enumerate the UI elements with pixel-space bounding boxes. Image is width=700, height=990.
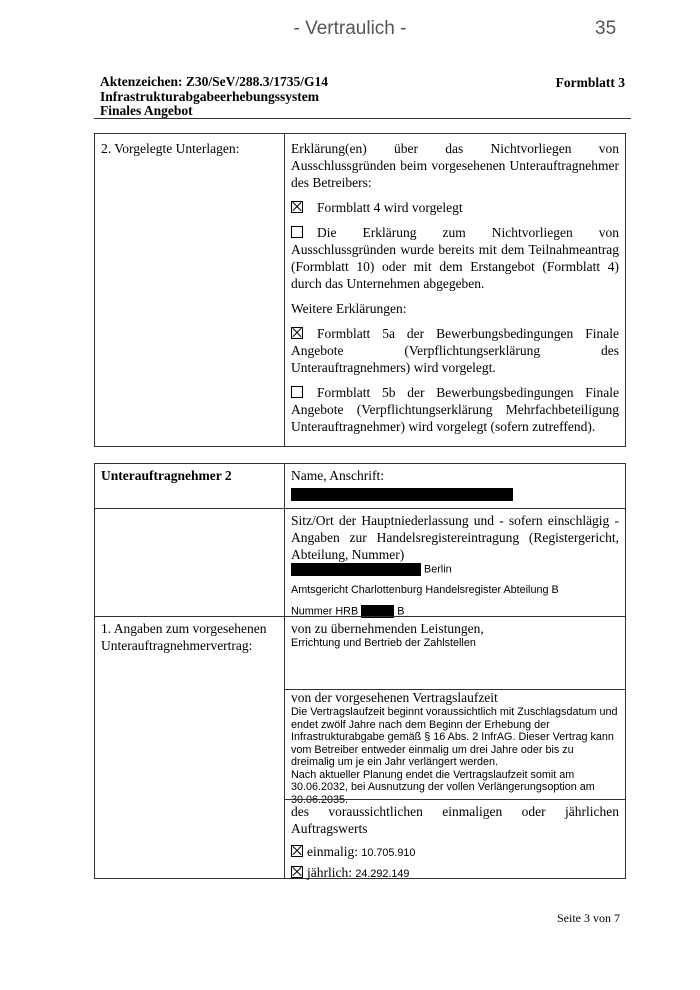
option-already-submitted — [291, 224, 619, 292]
page-footer: Seite 3 von 7 — [557, 911, 620, 925]
city: Berlin — [424, 563, 452, 576]
checkbox-checked-icon[interactable] — [291, 866, 303, 878]
hrb-suffix: B — [397, 604, 405, 617]
services-label: von zu übernehmenden Leistungen, — [291, 621, 484, 636]
once-value: 10.705.910 — [361, 847, 416, 859]
option-text: Die Erklärung zum Nichtvorliegen von Ausschlussgründen wurde bereits mit dem Teilnahmeantrag (Formblatt 10) oder mit dem Erstangebot (Formblatt 4) durch das Unternehmen abgegeben. — [291, 225, 619, 291]
empty-cell — [95, 508, 284, 616]
checkbox-checked-icon[interactable] — [291, 845, 303, 857]
services-cell — [284, 616, 625, 689]
documents-table — [94, 133, 626, 447]
further-label: Weitere Erklärungen: — [291, 301, 407, 316]
yearly-label: jährlich: — [307, 865, 352, 880]
stage-name: Finales Angebot — [100, 103, 193, 118]
checkbox-checked-icon[interactable] — [291, 201, 303, 213]
reference-number: Aktenzeichen: Z30/SeV/288.3/1735/G14 — [100, 74, 328, 89]
value-label: des voraussichtlichen einmaligen oder jährlichen Auftragswerts — [291, 804, 619, 836]
checkbox-unchecked-icon[interactable] — [291, 386, 303, 398]
seat-label: Sitz/Ort der Hauptniederlassung und - sofern einschlägig - Angaben zur Handelsregistereintragung (Registergericht, Abteilung, Nummer) — [291, 513, 619, 562]
yearly-value: 24.292.149 — [355, 868, 410, 880]
redacted-name — [291, 488, 513, 501]
redacted-address — [291, 563, 421, 576]
option-text: Formblatt 4 wird vorgelegt — [317, 200, 463, 215]
value-cell — [284, 799, 625, 878]
term-cell — [284, 689, 625, 806]
term-value-2: Nach aktueller Planung endet die Vertragslaufzeit somit am 30.06.2032, bei Ausnutzung der vollen Verlängerungsoption am 30.06.2035. — [291, 768, 595, 806]
contract-label: 1. Angaben zum vorgesehenen Unterauftragnehmervertrag: — [101, 621, 267, 653]
checkbox-unchecked-icon[interactable] — [291, 226, 303, 238]
option-text: Formblatt 5b der Bewerbungsbedingungen Finale Angebote (Verpflichtungserklärung Mehrfachbeteiligung Unterauftragnehmer) wird vorgelegt (sofern zutreffend). — [291, 385, 619, 434]
document-header — [100, 75, 328, 119]
term-value: Die Vertragslaufzeit beginnt voraussichtlich mit Zuschlagsdatum und endet zwölf Jahre nach dem Beginn der Erhebung der Infrastrukturabgabe gemäß § 16 Abs. 2 InfrAG. Dieser Vertrag kann vom Betreiber entweder einmalig um drei Jahre oder bis zu dreimalig um je ein Jahr verlängert werden. — [291, 706, 618, 768]
confidential-label: - Vertraulich - — [293, 18, 407, 39]
hrb-prefix: Nummer HRB — [291, 604, 359, 617]
header-divider — [94, 118, 631, 119]
services-value: Errichtung und Bertrieb der Zahlstellen — [291, 637, 476, 649]
register-court: Amtsgericht Charlottenburg Handelsregister Abteilung B — [291, 584, 559, 596]
exclusion-intro: Erklärung(en) über das Nichtvorliegen von Ausschlussgründen beim vorgesehenen Unterauftragnehmer des Betreibers: — [291, 141, 619, 190]
option-text: Formblatt 5a der Bewerbungsbedingungen Finale Angebote (Verpflichtungserklärung des Unterauftragnehmers) wird vorgelegt. — [291, 326, 619, 375]
documents-label: 2. Vorgelegte Unterlagen: — [101, 141, 240, 156]
form-label: Formblatt 3 — [555, 75, 625, 90]
page-number: 35 — [595, 18, 617, 39]
seat-cell — [284, 508, 625, 616]
name-cell — [284, 464, 625, 508]
yearly-line — [291, 864, 619, 881]
term-label: von der vorgesehenen Vertragslaufzeit — [291, 690, 498, 705]
subcontractor-table — [94, 463, 626, 879]
option-formblatt-4 — [291, 199, 619, 216]
option-formblatt-5a — [291, 325, 619, 376]
name-label: Name, Anschrift: — [291, 468, 384, 483]
checkbox-checked-icon[interactable] — [291, 327, 303, 339]
once-line — [291, 843, 619, 860]
subcontractor-title-cell — [95, 464, 284, 508]
documents-content-cell — [284, 134, 625, 446]
project-name: Infrastrukturabgabeerhebungssystem — [100, 88, 320, 104]
subcontractor-title: Unterauftragnehmer 2 — [101, 468, 232, 483]
option-formblatt-5b — [291, 384, 619, 435]
once-label: einmalig: — [307, 844, 358, 859]
city-line — [291, 563, 619, 576]
documents-label-cell — [95, 134, 284, 446]
contract-label-cell — [95, 616, 284, 878]
